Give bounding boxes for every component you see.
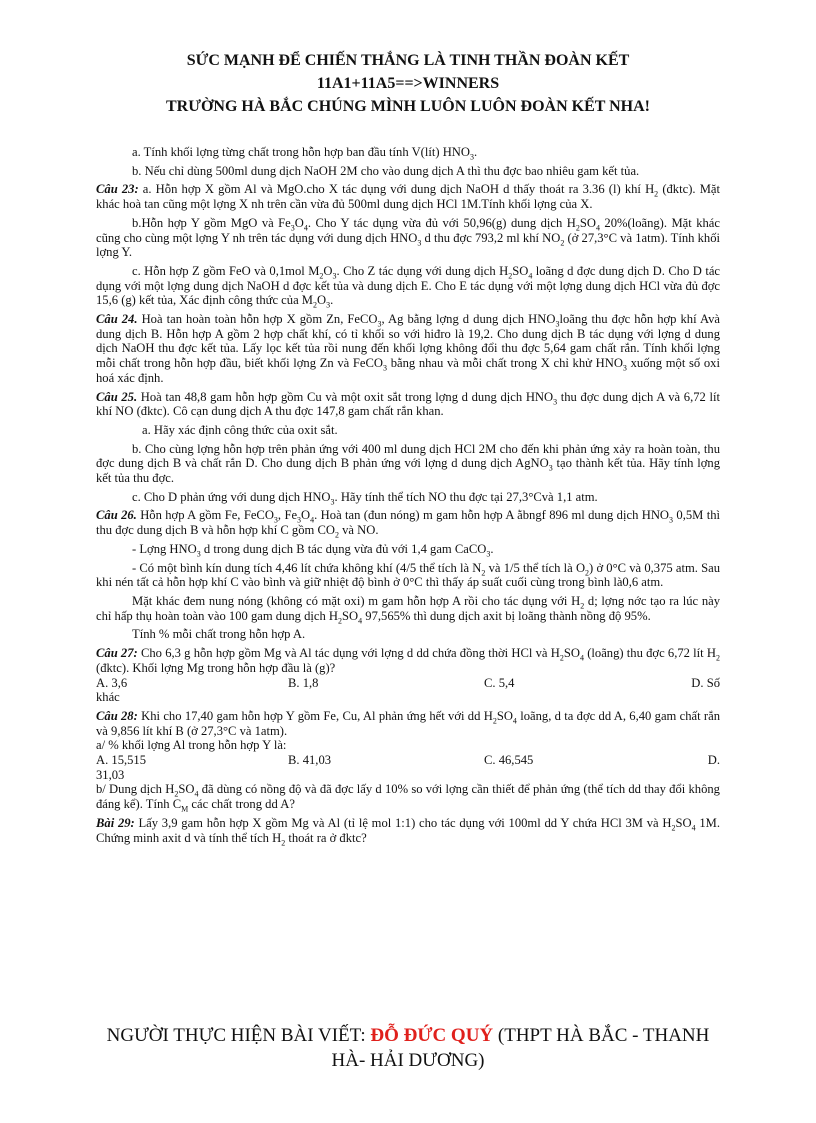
question-26-p2: - Lợng $HNO_3$ d trong dung dịch B tác dụng vừa đủ với 1,4 gam CaCO$_3$. (132, 541, 494, 559)
author-name: ĐỖ ĐỨC QUÝ (370, 1025, 494, 1046)
option-a: A. 3,6 (96, 675, 128, 690)
exercise-body (96, 145, 720, 849)
question-26-p4: Mặt khác đem nung nóng (không có mặt oxi) m gam hỗn hợp A rồi cho tác dụng với $H_2$ d; lợng nớc tạo ra lúc này chỉ hấp thụ hoàn toàn vào 100 gam dung dịch $H_2SO_4$ 97,565% thì dung dịch axit bị loãng thành nồng độ 95%. (96, 593, 721, 626)
question-26-p3: - Có một bình kín dung tích 4,46 lít chứa không khí (4/5 thể tích là $N_2$ và 1/5 thể tích là $O_2$) ở 0°C và 0,375 atm. Sau khi nén tất cả hỗn hợp khí C vào bình và giữ nhiệt độ bình ở 0°C thì thấy áp suất cuối cùng trong bình là0,6 atm. (96, 560, 720, 590)
option-d-continued: 31,03 (96, 767, 125, 782)
option-d-continued: khác (96, 690, 120, 705)
option-a: A. 15,515 (96, 753, 147, 768)
option-c: C. 46,545 (484, 753, 534, 768)
option-b: B. 1,8 (288, 675, 319, 690)
question-25-c: c. Cho D phản ứng với dung dịch $HNO_3$. Hãy tính thể tích NO thu đợc tại 27,3°Cvà 1,1 atm. (132, 489, 598, 507)
option-d: D. Số (691, 675, 720, 690)
question-25-a: a. Hãy xác định công thức của oxit sắt. (142, 422, 338, 437)
option-c: C. 5,4 (484, 675, 515, 690)
question-27: Câu 27: Cho 6,3 g hỗn hợp gồm Mg và Al tác dụng với lợng d dd chứa đồng thời HCl và $H_2SO_4$ (loãng) thu đợc 6,72 lít $H_2$ (đktc). Khối lợng Mg trong hỗn hợp đầu là (g)? (96, 646, 721, 675)
intro-b: b. Nếu chỉ dùng 500ml dung dịch NaOH 2M cho vào dung dịch A thì thu đợc bao nhiêu gam kết tủa. (132, 163, 640, 178)
question-24: Câu 24. Hoà tan hoàn toàn hỗn hợp X gồm Zn, FeCO$_3$, Ag bằng lợng d dung dịch $HNO_3loãng$ thu đợc hỗn hợp khí Avà dung dịch B. Hỗn hợp A gồm 2 hợp chất khí, có tỉ khối so với hiđro là 19,2. Cho dung dịch B tác dụng với lợng d dung dịch NaOH thu đợc kết tủa. Lấy lọc kết tủa rồi nung đến khối lợng không đổi thu đợc 5,64 gam chất rắn. Tính khối lợng mỗi chất trong hỗn hợp đầu, biết khối lợng Zn và FeCO$_3$ bằng nhau và mỗi chất trong X chỉ khử $HNO_3$ xuống một số oxi hoá xác định. (96, 312, 721, 385)
question-23-a: Câu 23: a. Hỗn hợp X gồm Al và MgO.cho X tác dụng với dung dịch NaOH d thấy thoát ra 3.36 (l) khí $H_2$ (đktc). Mặt khác hoà tan cũng một lợng X nh trên cần vừa đủ 500ml dung dịch HCl 1M.Tính khối lợng của X. (96, 182, 720, 212)
author-credit (96, 1023, 720, 1073)
question-27-options (96, 676, 720, 691)
question-28-a: a/ % khối lợng Al trong hỗn hợp Y là: (96, 738, 287, 753)
question-26: Câu 26. Hỗn hợp A gồm Fe, FeCO$_3$, $Fe_3O_4$. Hoà tan (đun nóng) m gam hỗn hợp A ằbngf 896 ml dung dịch $HNO_3$ 0,5M thì thu đợc dung dịch B và hỗn hợp khí C gồm $CO_2$ và NO. (96, 508, 721, 540)
option-b: B. 41,03 (288, 753, 332, 768)
question-28-options (96, 753, 720, 768)
question-26-p5: Tính % mỗi chất trong hỗn hợp A. (132, 627, 306, 642)
question-23-c: c. Hỗn hợp Z gồm FeO và 0,1mol $M_2O_3$. Cho Z tác dụng với dung dịch $H_2SO_4$ loãng d đợc dung dịch D. Cho D tác dụng với một lợng dung dịch NaOH d đợc kết tủa và dung dịch E. Cho E tác dụng với một lợng dung dịch HCl vừa đủ đợc 15,6 (g) kết tủa, Xác định công thức của $M_2O_3$. (96, 263, 721, 310)
question-25: Câu 25. Hoà tan 48,8 gam hỗn hợp gồm Cu và một oxit sắt trong lợng d dung dịch $HNO_3$ thu đợc dung dịch A và 6,72 lít khí NO (đktc). Cô cạn dung dịch A thu đợc 147,8 gam chất rắn khan. (96, 389, 721, 419)
option-d: D. (707, 753, 720, 768)
intro-a: a. Tính khối lợng từng chất trong hỗn hợp ban đầu tính V(lít) $HNO_3$. (132, 145, 478, 162)
header-line-2: 11A1+11A5==>WINNERS (316, 75, 500, 92)
question-29: Bài 29: Lấy 3,9 gam hỗn hợp X gồm Mg và Al (tỉ lệ mol 1:1) cho tác dụng với 100ml dd Y chứa HCl 3M và $H_2SO_4$ 1M. Chứng minh axit d và tính thể tích $H_2$ thoát ra ở đktc? (96, 815, 720, 848)
header-line-1: SỨC MẠNH ĐỂ CHIẾN THẮNG LÀ TINH THẦN ĐOÀN KẾT (186, 52, 630, 69)
header-line-3: TRƯỜNG HÀ BẮC CHÚNG MÌNH LUÔN LUÔN ĐOÀN KẾT NHA! (165, 98, 650, 115)
credit-school: (THPT HÀ BẮC - THANH HÀ- HẢI DƯƠNG) (331, 1025, 710, 1071)
question-25-b: b. Cho cùng lợng hỗn hợp trên phản ứng với 400 ml dung dịch HCl 2M cho đến khi phản ứng xảy ra hoàn toàn, thu đợc dung dịch B và chất rắn D. Cho dung dịch B phản ứng với lợng d dung dịch AgNO$_3$ tạo thành kết tủa. Hãy tính lợng kết tủa thu đợc. (96, 441, 721, 486)
question-28-b: b/ Dung dịch $H_2SO_4$ đã dùng có nồng độ và đã đợc lấy d 10% so với lợng cần thiết để phản ứng (thể tích dd thay đổi không đáng kể). Tính $C_M$ các chất trong dd A? (96, 782, 720, 814)
credit-prefix: NGƯỜI THỰC HIỆN BÀI VIẾT: (106, 1025, 371, 1046)
question-23-b: b.Hỗn hợp Y gồm MgO và $Fe_3O_4$. Cho Y tác dụng vừa đủ với 50,96(g) dung dịch $H_2SO_4$ 20%(loãng). Mặt khác cũng cho cùng một lợng Y nh trên tác dụng với dung dịch $HNO_3$ d thu đợc 793,2 ml khí $NO_2$ (ở 27,3°C và 1atm). Tính khối lợng Y. (96, 215, 720, 260)
question-28: Câu 28: Khi cho 17,40 gam hỗn hợp Y gồm Fe, Cu, Al phản ứng hết với dd $H_2SO_4$ loãng, d ta đợc dd A, 6,40 gam chất rắn và 9,856 lít khí B (ở 27,3°C và 1atm). (96, 708, 721, 738)
